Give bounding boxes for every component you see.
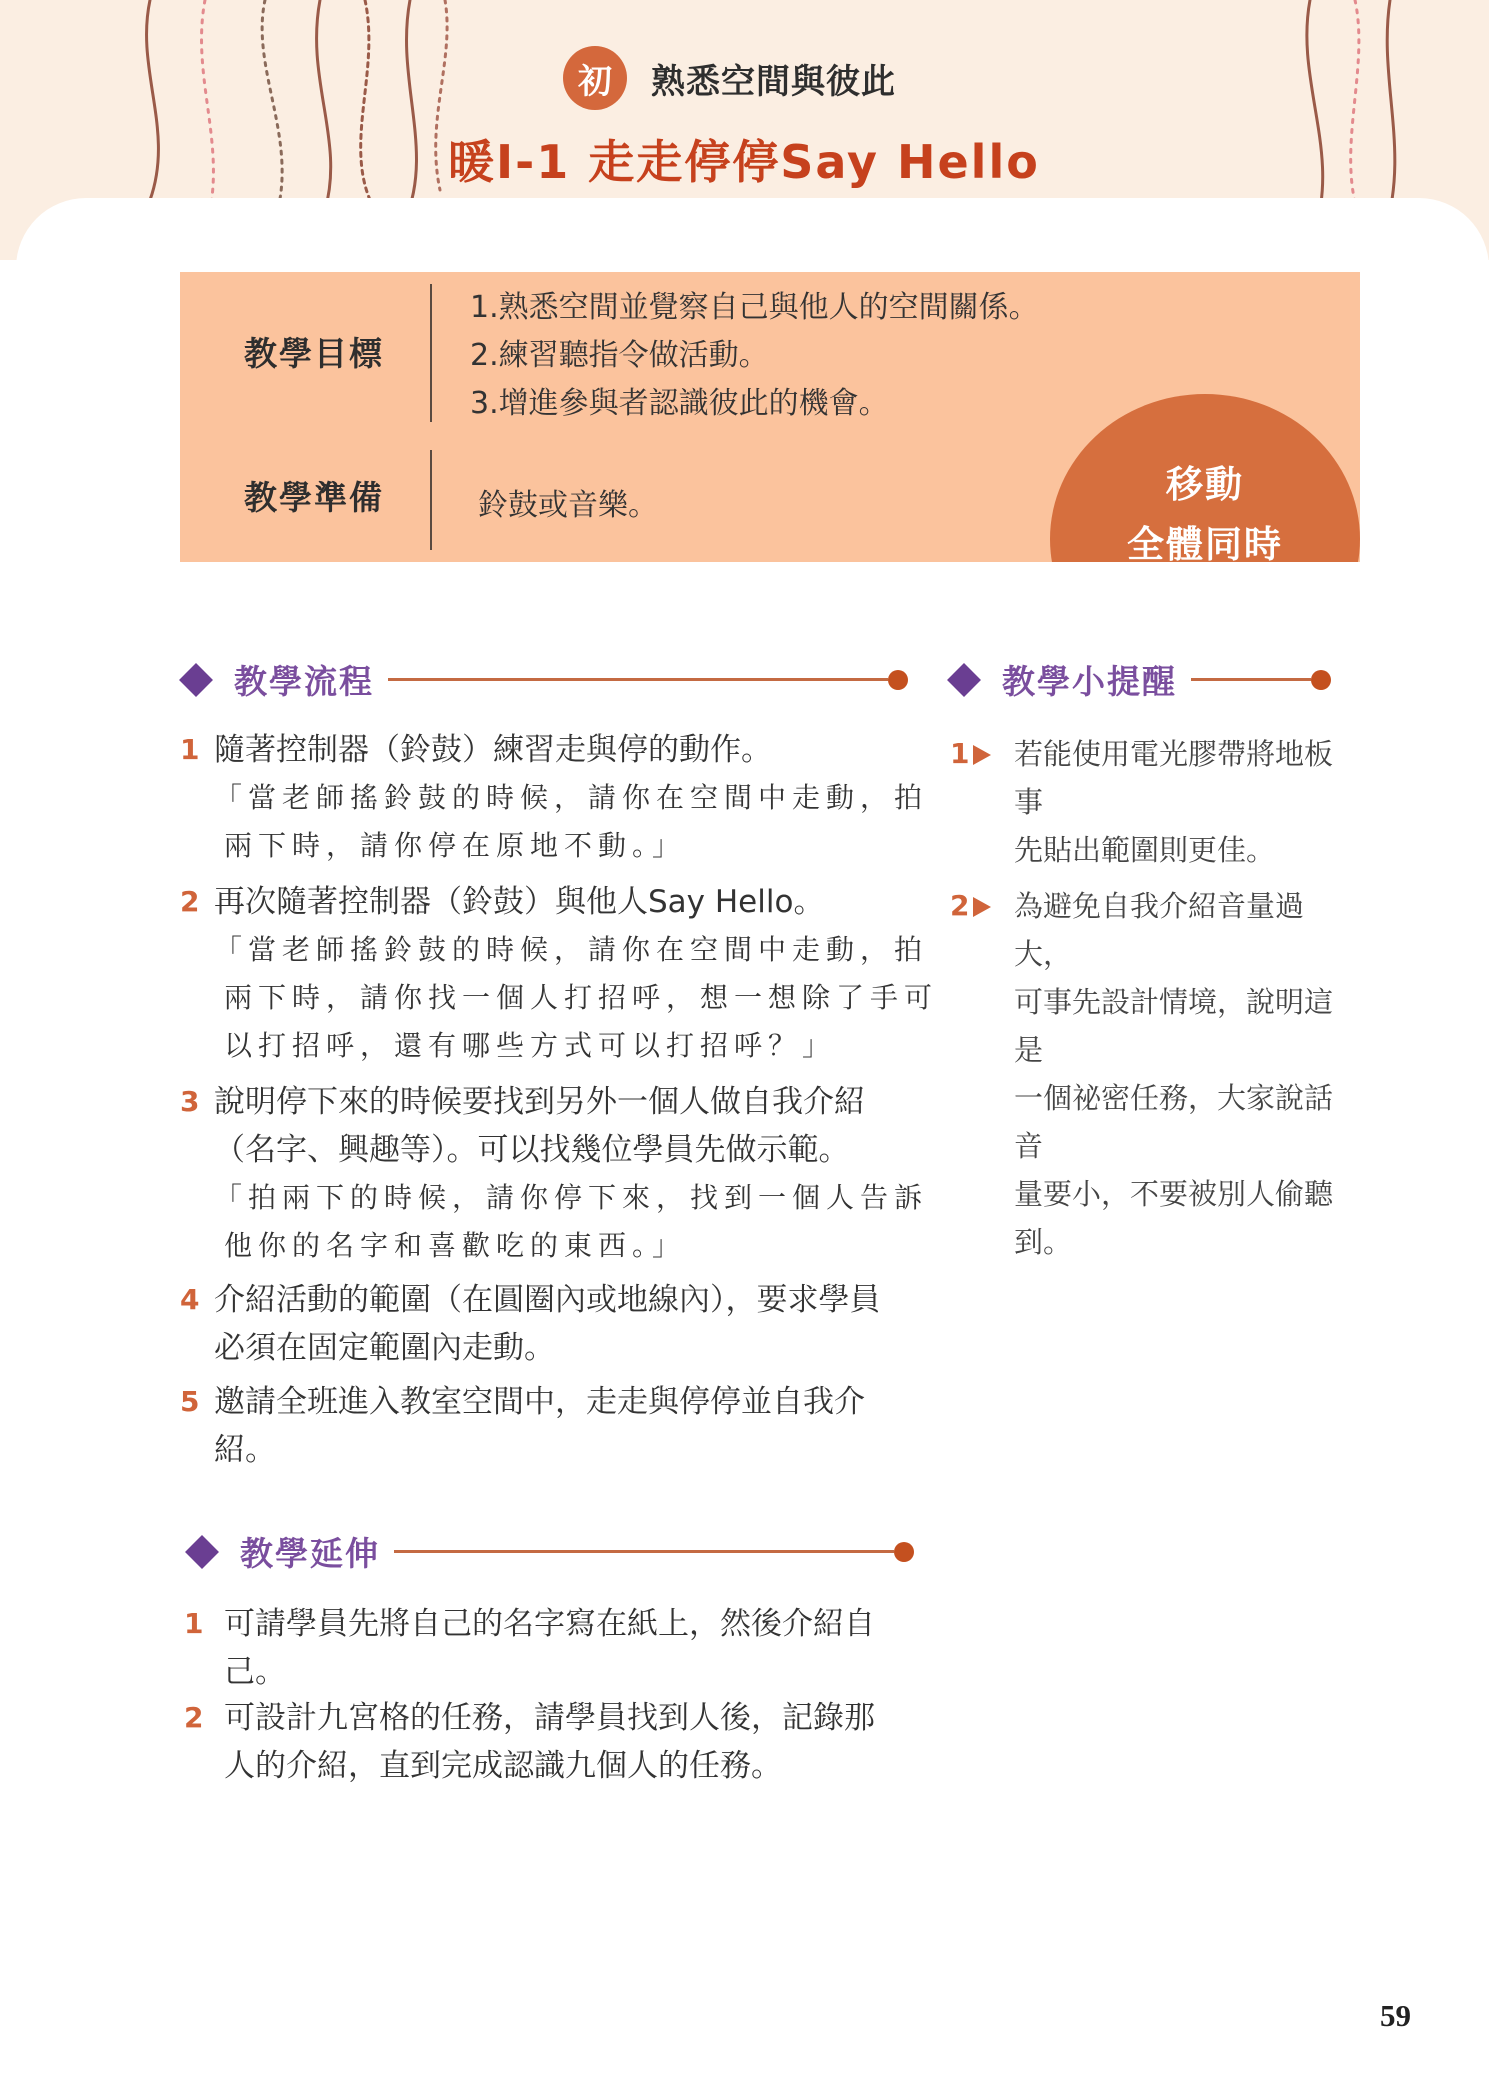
triangle-arrow-icon <box>973 745 991 765</box>
step-quote: 他你的名字和喜歡吃的東西。」 <box>224 1229 687 1262</box>
goals-label: 教學目標 <box>244 334 384 373</box>
step-number: 3 <box>180 1085 200 1118</box>
section-rule <box>394 1550 894 1553</box>
step-quote: 「當老師搖鈴鼓的時候，請你在空間中走動，拍 <box>214 933 929 966</box>
rule-end-dot <box>888 670 908 690</box>
step-text: 介紹活動的範圍（在圓圈內或地線內），要求學員 <box>214 1282 881 1318</box>
section-title: 教學小提醒 <box>1002 662 1177 701</box>
chapter-title: 熟悉空間與彼此 <box>651 61 896 102</box>
step-number: 2 <box>180 885 200 918</box>
step-number: 2 <box>184 1701 204 1734</box>
tip-number: 1 <box>950 730 1014 874</box>
tip-item <box>950 730 1359 874</box>
tip-number: 2 <box>950 882 1014 1266</box>
tip-text: 可事先設計情境，說明這是 <box>1014 985 1334 1067</box>
chapter-badge: 初 <box>563 46 627 110</box>
step-quote: 兩下時，請你找一個人打招呼，想一想除了手可 <box>224 981 939 1014</box>
diamond-icon <box>947 663 981 697</box>
triangle-arrow-icon <box>973 897 991 917</box>
prep-text: 鈴鼓或音樂。 <box>478 488 658 523</box>
section-title: 教學流程 <box>234 662 374 701</box>
tip-text: 量要小，不要被別人偷聽 <box>1014 1177 1334 1211</box>
step-quote: 兩下時，請你停在原地不動。」 <box>224 829 687 862</box>
procedure-step <box>180 726 928 870</box>
procedure-step <box>180 1078 928 1270</box>
step-quote: 以打招呼，還有哪些方式可以打招呼？」 <box>224 1029 837 1062</box>
goals-divider <box>430 284 432 422</box>
goal-item: 1.熟悉空間並覺察自己與他人的空間關係。 <box>470 290 1039 325</box>
procedure-step <box>180 878 938 1070</box>
extension-item <box>184 1694 875 1790</box>
step-text: 必須在固定範圍內走動。 <box>214 1330 555 1366</box>
step-number: 5 <box>180 1385 200 1418</box>
tip-text: 為避免自我介紹音量過大， <box>1014 889 1305 971</box>
step-text: 己。 <box>224 1654 286 1690</box>
tips-heading <box>952 656 1331 703</box>
page-number: 59 <box>1380 1998 1411 2033</box>
step-number: 1 <box>180 733 200 766</box>
chapter-heading <box>563 46 896 110</box>
step-text: 可設計九宮格的任務，請學員找到人後，記錄那 <box>224 1700 875 1736</box>
badge-line: 移動 <box>1166 463 1244 506</box>
tip-text: 到。 <box>1014 1225 1073 1259</box>
prep-label: 教學準備 <box>244 478 384 517</box>
step-text: （名字、興趣等）。可以找幾位學員先做示範。 <box>214 1132 850 1168</box>
tip-item <box>950 882 1359 1266</box>
section-title: 教學延伸 <box>240 1534 380 1573</box>
step-text: 邀請全班進入教室空間中，走走與停停並自我介 <box>214 1384 865 1420</box>
badge-line: 全體同時 <box>1127 523 1283 562</box>
step-text: 人的介紹，直到完成認識九個人的任務。 <box>224 1748 782 1784</box>
rule-end-dot <box>1311 670 1331 690</box>
diamond-icon <box>179 663 213 697</box>
section-rule <box>1191 678 1311 681</box>
activity-title: 暖I-1 走走停停Say Hello <box>448 135 1040 189</box>
section-rule <box>388 678 888 681</box>
rule-end-dot <box>894 1542 914 1562</box>
step-quote: 「當老師搖鈴鼓的時候，請你在空間中走動，拍 <box>214 781 929 814</box>
info-box <box>180 272 1360 562</box>
step-text: 可請學員先將自己的名字寫在紙上，然後介紹自 <box>224 1606 875 1642</box>
activity-type-badge <box>1050 394 1360 562</box>
procedure-heading <box>184 656 908 703</box>
tip-text: 若能使用電光膠帶將地板事 <box>1014 737 1334 819</box>
goal-item: 2.練習聽指令做活動。 <box>470 338 769 373</box>
step-text: 紹。 <box>214 1432 276 1468</box>
step-number: 1 <box>184 1607 204 1640</box>
procedure-step <box>180 1378 865 1474</box>
prep-divider <box>430 450 432 550</box>
step-text: 再次隨著控制器（鈴鼓）與他人Say Hello。 <box>214 884 825 920</box>
extension-item <box>184 1600 875 1696</box>
tip-text: 一個祕密任務，大家說話音 <box>1014 1081 1334 1163</box>
goal-item: 3.增進參與者認識彼此的機會。 <box>470 386 889 421</box>
procedure-step <box>180 1276 881 1372</box>
step-number: 4 <box>180 1283 200 1316</box>
step-text: 說明停下來的時候要找到另外一個人做自我介紹 <box>214 1084 865 1120</box>
tip-text: 先貼出範圍則更佳。 <box>1014 833 1276 867</box>
step-text: 隨著控制器（鈴鼓）練習走與停的動作。 <box>214 732 772 768</box>
diamond-icon <box>185 1535 219 1569</box>
step-quote: 「拍兩下的時候，請你停下來，找到一個人告訴 <box>214 1181 929 1214</box>
extension-heading <box>190 1528 914 1575</box>
